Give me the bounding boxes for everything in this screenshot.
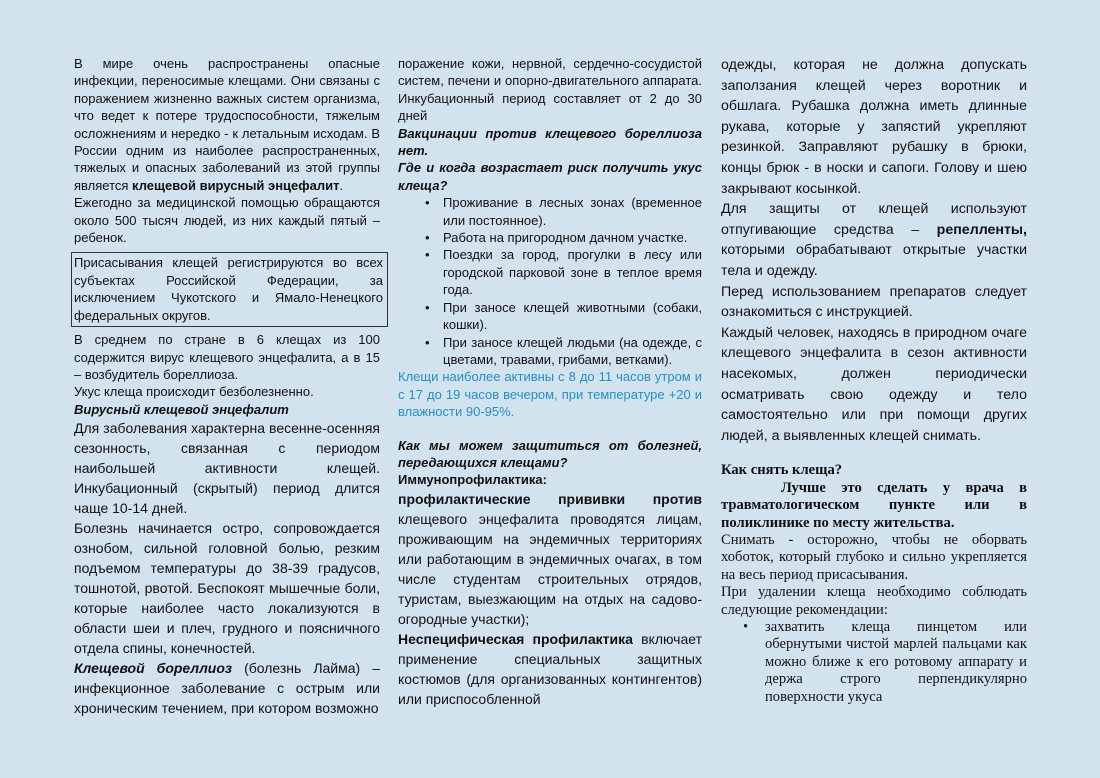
intro-text: В мире очень распространены опасные инфекции, переносимые клещами. Они связаны с поражением жизненно важных систем организма, что ведет к потере трудоспособности, тяжелым осложнениям и нередко - к летальным исходам. В России одним из наиболее распространенных, тяжелых и опасных заболеваний из этой группы является: [74, 56, 380, 193]
onset-paragraph: Болезнь начинается остро, сопровождается ознобом, сильной головной болью, резким подъемом температуры до 38-39 градусов, тошнотой, рвотой. Беспокоят мышечные боли, которые наиболее часто локализуются в области шеи и плеч, грудного и поясничного отдела спины, конечностей.: [74, 520, 380, 657]
careful-paragraph: Снимать - осторожно, чтобы не оборвать хоботок, который глубоко и сильно укрепляется на весь период присасывания.: [721, 531, 1027, 583]
intro-paragraph: [74, 55, 380, 194]
list-item: • При заносе клещей животными (собаки, кошки).: [419, 299, 702, 334]
borreliosis-text: (болезнь Лайма) – инфекционное заболевание с острым или хроническим течением, при котором возможно: [74, 660, 380, 717]
vaccination-paragraph: [398, 489, 702, 629]
annual-paragraph: Ежегодно за медицинской помощью обращаются около 500 тысяч людей, из них каждый пятый – ребенок.: [74, 195, 380, 246]
list-item: • При заносе клещей людьми (на одежде, с цветами, травами, грибами, ветками).: [419, 334, 702, 369]
doctor-paragraph: Лучше это сделать у врача в травматологическом пункте или в поликлинике по месту жительства.: [721, 479, 1027, 531]
list-item: • Поездки за город, прогулки в лесу или городской парковой зоне в теплое время года.: [419, 246, 702, 298]
recommendations-paragraph: При удалении клеща необходимо соблюдать следующие рекомендации:: [721, 584, 1027, 618]
column-3: [721, 55, 1027, 706]
column-1: [74, 55, 383, 718]
protection-heading: Как мы можем защититься от болезней, передающихся клещами?: [398, 437, 702, 470]
repellent-rest: которыми обрабатывают открытые участки тела и одежду.: [721, 242, 1027, 279]
repellent-text: Для защиты от клещей используют отпугивающие средства –: [721, 201, 1027, 238]
vaccination-bold: профилактические прививки против: [398, 490, 702, 507]
repellent-paragraph: [721, 199, 1027, 281]
painless-paragraph: Укус клеща происходит безболезненно.: [74, 384, 314, 400]
repellent-bold: репелленты,: [936, 221, 1027, 238]
encephalitis-heading: Вирусный клещевой энцефалит: [74, 401, 289, 417]
risk-list: [398, 194, 702, 368]
vaccination-text: клещевого энцефалита проводятся лицам, проживающим на эндемичных территориях или работающим в эндемичных очагах, в том числе студентам строительных отрядов, туристам, выезжающим на отдых на садово-огородные участки);: [398, 510, 702, 627]
column-2: [398, 55, 702, 709]
activity-note: Клещи наиболее активны с 8 до 11 часов утром и с 17 до 19 часов вечером, при температуре +20 и влажности 90-95%.: [398, 369, 702, 420]
average-paragraph: В среднем по стране в 6 клещах из 100 содержится вирус клещевого энцефалита, а в 15 – возбудитель бореллиоза.: [74, 332, 380, 382]
risk-heading: Где и когда возрастает риск получить укус клеща?: [398, 160, 702, 193]
vaccination-heading: Вакцинации против клещевого бореллиоза нет.: [398, 125, 702, 159]
season-paragraph: Для заболевания характерна весенне-осенняя сезонность, связанная с периодом наибольшей активности клещей. Инкубационный (скрытый) период длится чаще 10-14 дней.: [74, 420, 380, 517]
nonspecific-text: включает применение специальных защитных костюмов (для организованных контингентов) или приспособленной: [398, 630, 702, 707]
instruction-paragraph: Перед использованием препаратов следует ознакомиться с инструкцией.: [721, 283, 1027, 321]
spacer: [398, 421, 702, 437]
inspection-paragraph: Каждый человек, находясь в природном очаге клещевого энцефалита в сезон активности насекомых, должен периодически осматривать свою одежду и тело самостоятельно или при помощи других людей, а выявленных клещей снимать.: [721, 324, 1027, 444]
list-item: • Проживание в лесных зонах (временное или постоянное).: [419, 194, 702, 229]
spacer: [721, 446, 1027, 462]
immuno-heading: Иммунопрофилактика:: [398, 472, 547, 488]
borreliosis-paragraph: [74, 658, 380, 718]
remove-list: [721, 619, 1027, 706]
list-item: • Работа на пригородном дачном участке.: [419, 229, 702, 246]
intro-end: .: [339, 177, 344, 193]
intro-bold: клещевой вирусный энцефалит: [132, 177, 340, 193]
nonspecific-paragraph: [398, 629, 702, 709]
borreliosis-term: Клещевой бореллиоз: [74, 660, 233, 677]
boxed-note: Присасывания клещей регистрируются во всех субъектах Российской Федерации, за исключением Чукотского и Ямало-Ненецкого федеральных округов.: [71, 252, 388, 327]
remove-heading: Как снять клеща?: [721, 462, 843, 479]
lesions-paragraph: поражение кожи, нервной, сердечно-сосудистой систем, печени и опорно-двигательного аппарата. Инкубационный период составляет от 2 до 30 дней: [398, 56, 702, 124]
list-item: • захватить клеща пинцетом или обернутыми чистой марлей пальцами как можно ближе к его ротовому аппарату и держа строго перпендикулярно поверхности укуса: [737, 619, 1027, 706]
clothing-paragraph: одежды, которая не должна допускать заползания клещей через воротник и обшлага. Рубашка должна иметь длинные рукава, которые у запястий укрепляют резинкой. Заправляют рубашку в брюки, концы брюк - в носки и сапоги. Голову и шею закрывают косынкой.: [721, 57, 1027, 197]
nonspecific-bold: Неспецифическая профилактика: [398, 630, 633, 647]
